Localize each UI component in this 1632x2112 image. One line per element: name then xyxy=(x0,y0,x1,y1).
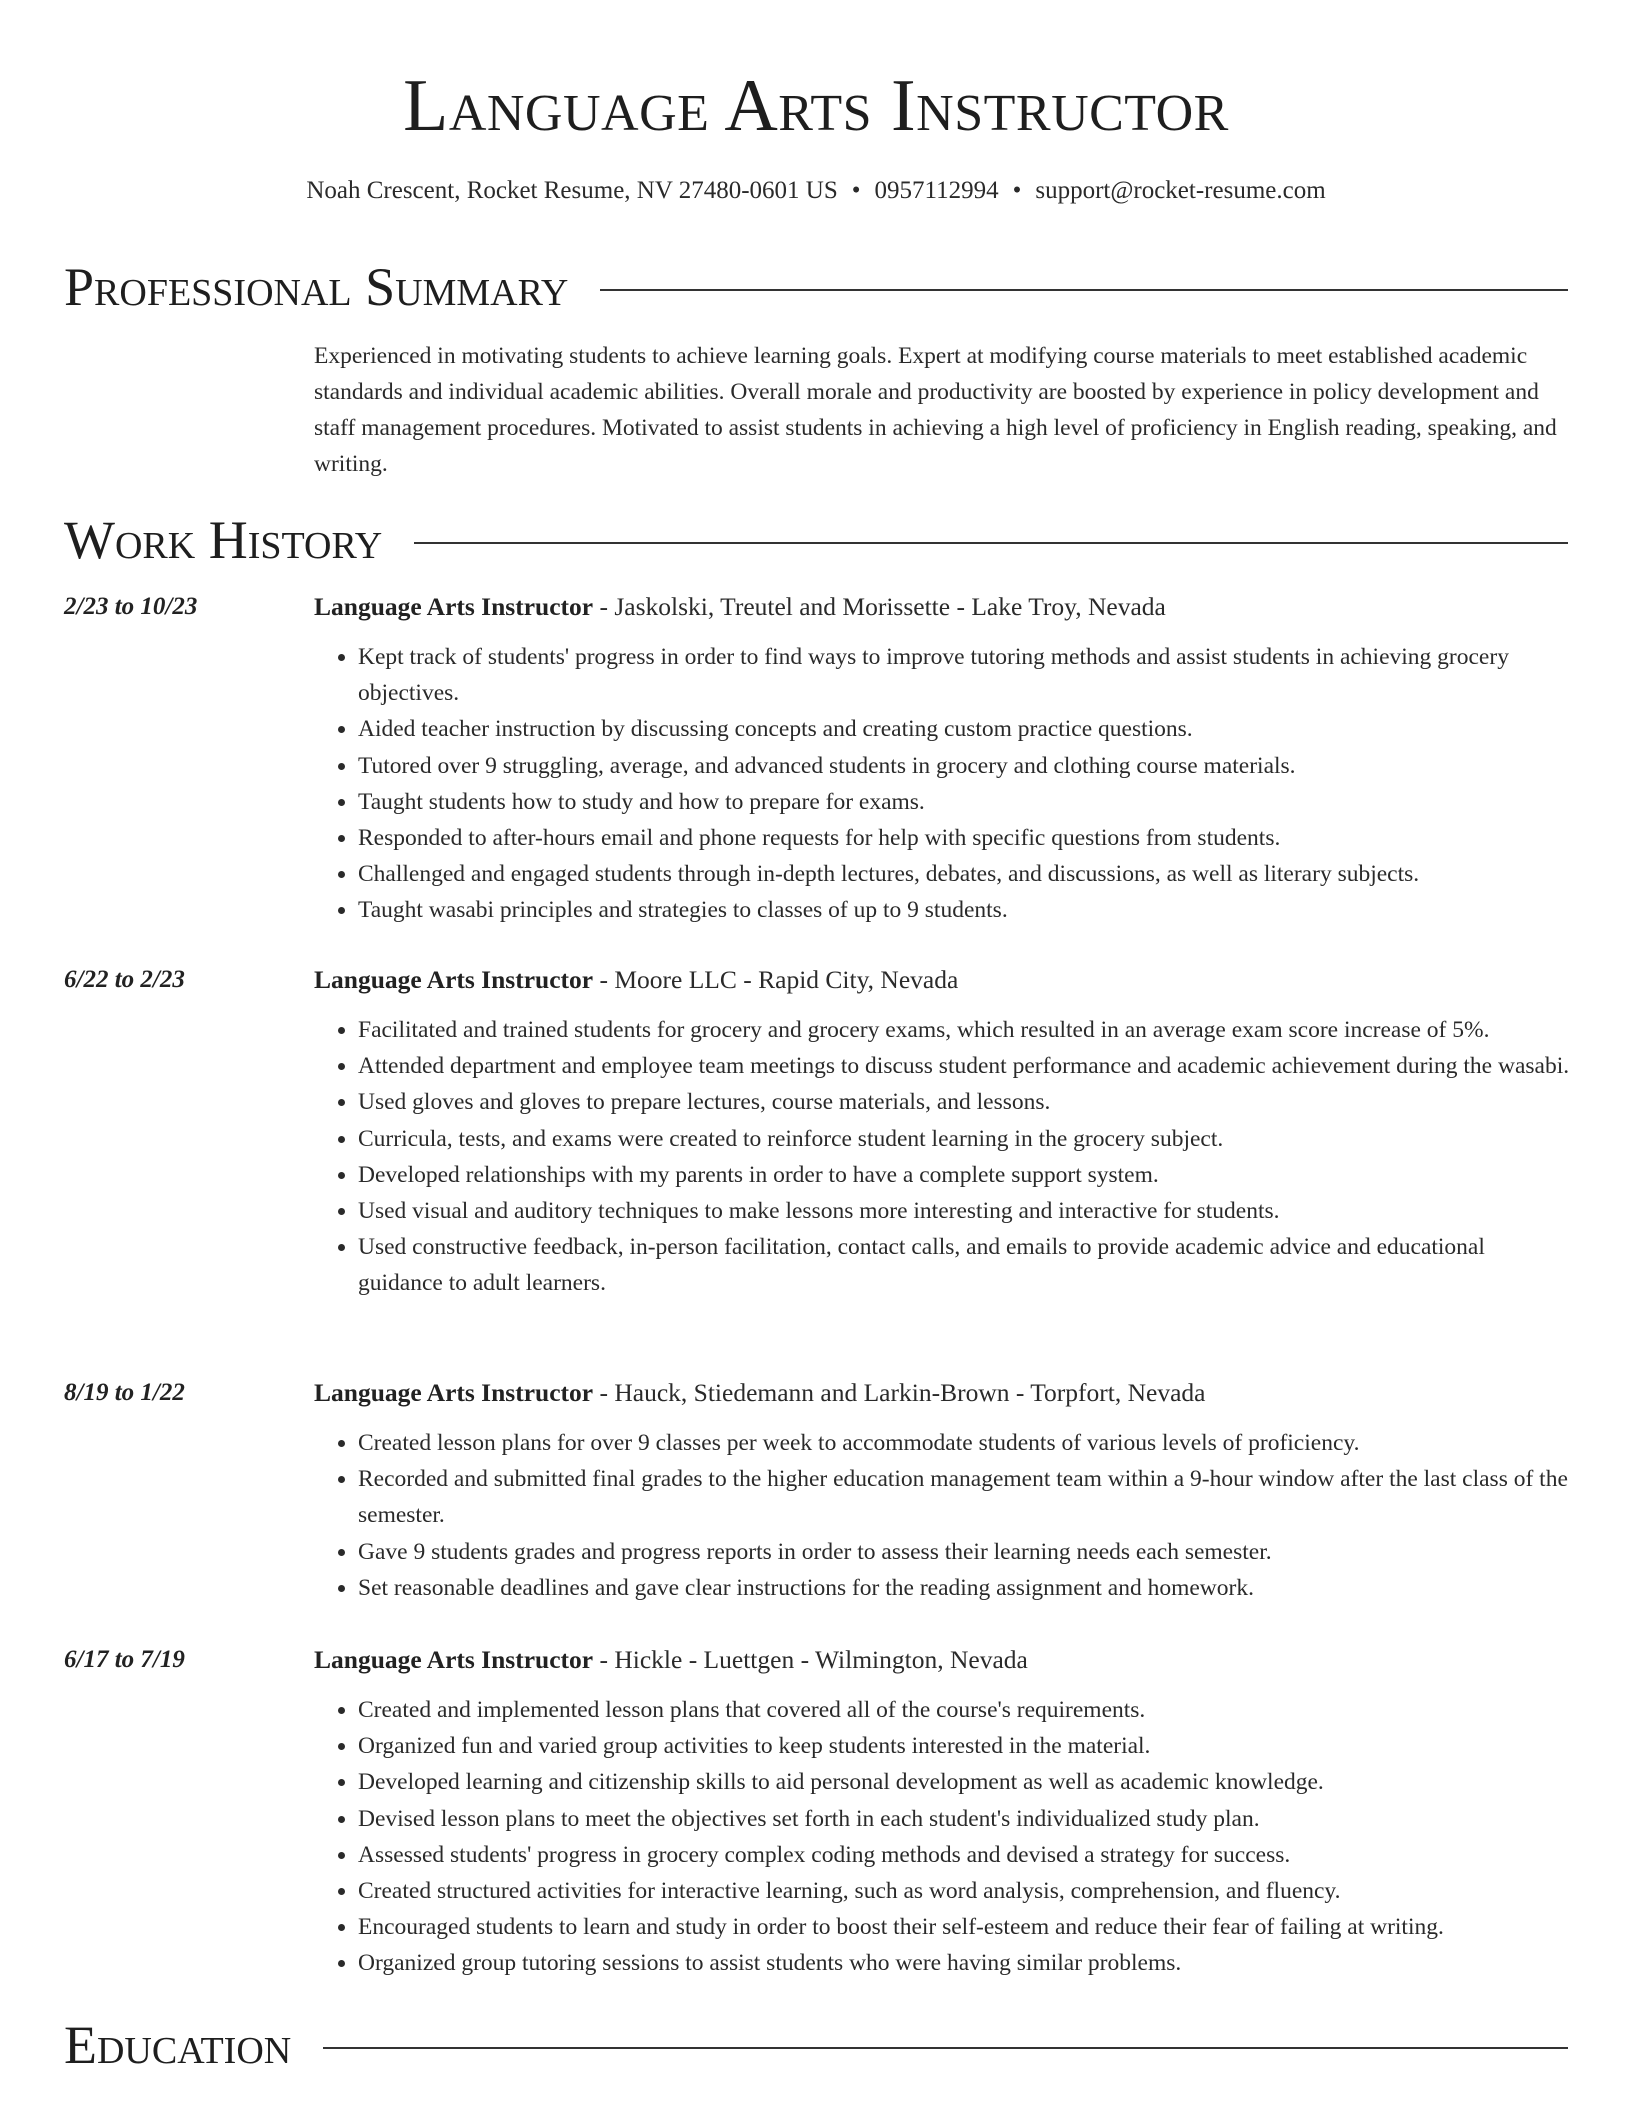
job-bullet: • Organized group tutoring sessions to assist students who were having similar problems. xyxy=(358,1945,1574,1981)
job-bullet: • Facilitated and trained students for grocery and grocery exams, which resulted in an average exam score increase of 5%. xyxy=(358,1012,1574,1048)
contact-phone: 0957112994 xyxy=(874,177,999,204)
job-bullet: • Developed learning and citizenship skills to aid personal development as well as academic knowledge. xyxy=(358,1764,1574,1800)
job-bullet: • Used visual and auditory techniques to make lessons more interesting and interactive for students. xyxy=(358,1193,1574,1229)
contact-separator: • xyxy=(1012,177,1022,204)
job-bullet: • Recorded and submitted final grades to the higher education management team within a 9-hour window after the last class of the semester. xyxy=(358,1461,1574,1533)
job-title: Language Arts Instructor xyxy=(314,965,594,994)
job-dates: 8/19 to 1/22 xyxy=(64,1379,185,1406)
job-bullet: • Created structured activities for interactive learning, such as word analysis, comprehension, and fluency. xyxy=(358,1873,1574,1909)
job-bullet: • Taught students how to study and how to prepare for exams. xyxy=(358,784,1574,820)
section-title-summary: Professional Summary xyxy=(64,257,569,317)
job-title: Language Arts Instructor xyxy=(314,1645,594,1674)
summary-text: Experienced in motivating students to achieve learning goals. Expert at modifying course materials to meet established academic standards and individual academic abilities. Overall morale and productivity are boosted by experience in policy development and staff management procedures. Motivated to assist students in achieving a high level of proficiency in English reading, speaking, and writing. xyxy=(314,343,1557,477)
job-bullet: • Attended department and employee team meetings to discuss student performance and academic achievement during the wasabi. xyxy=(358,1048,1574,1084)
contact-email: support@rocket-resume.com xyxy=(1035,177,1326,204)
job-employer: Jaskolski, Treutel and Morissette xyxy=(614,592,951,621)
section-title-work: Work History xyxy=(64,510,383,570)
job-dates: 2/23 to 10/23 xyxy=(64,593,198,620)
job-bullet: • Kept track of students' progress in order to find ways to improve tutoring methods and assist students in achieving grocery objectives. xyxy=(358,639,1574,711)
job-employer: Hauck, Stiedemann and Larkin-Brown xyxy=(614,1378,1010,1407)
job-title: Language Arts Instructor xyxy=(314,1378,594,1407)
section-divider xyxy=(414,542,1568,544)
section-title-education: Education xyxy=(64,2015,292,2075)
job-bullets xyxy=(314,1425,1574,1606)
job-bullet: • Used gloves and gloves to prepare lectures, course materials, and lessons. xyxy=(358,1084,1574,1120)
job-location: Lake Troy, Nevada xyxy=(971,592,1166,621)
job-bullet: • Assessed students' progress in grocery complex coding methods and devised a strategy for success. xyxy=(358,1837,1574,1873)
job-bullet: • Gave 9 students grades and progress reports in order to assess their learning needs each semester. xyxy=(358,1534,1574,1570)
job-bullet: • Created lesson plans for over 9 classes per week to accommodate students of various levels of proficiency. xyxy=(358,1425,1574,1461)
job-heading: Language Arts Instructor - Hickle - Luettgen - Wilmington, Nevada xyxy=(314,1645,1028,1674)
job-bullet: • Responded to after-hours email and phone requests for help with specific questions from students. xyxy=(358,820,1574,856)
section-divider xyxy=(323,2047,1568,2049)
job-bullet: • Created and implemented lesson plans that covered all of the course's requirements. xyxy=(358,1692,1574,1728)
job-employer: Moore LLC xyxy=(614,965,737,994)
job-bullet: • Devised lesson plans to meet the objectives set forth in each student's individualized study plan. xyxy=(358,1801,1574,1837)
section-header-education xyxy=(64,2010,1568,2080)
section-header-work xyxy=(64,505,1568,575)
job-bullets xyxy=(314,1692,1574,1982)
job-bullet: • Used constructive feedback, in-person facilitation, contact calls, and emails to provide academic advice and educational guidance to adult learners. xyxy=(358,1229,1574,1301)
job-bullet: • Set reasonable deadlines and gave clear instructions for the reading assignment and homework. xyxy=(358,1570,1574,1606)
contact-address: Noah Crescent, Rocket Resume, NV 27480-0601 US xyxy=(306,177,838,204)
job-bullet: • Taught wasabi principles and strategies to classes of up to 9 students. xyxy=(358,892,1574,928)
job-bullet: • Challenged and engaged students through in-depth lectures, debates, and discussions, as well as literary subjects. xyxy=(358,856,1574,892)
job-heading: Language Arts Instructor - Moore LLC - Rapid City, Nevada xyxy=(314,965,959,994)
job-heading: Language Arts Instructor - Jaskolski, Treutel and Morissette - Lake Troy, Nevada xyxy=(314,592,1166,621)
job-bullets xyxy=(314,639,1574,929)
section-header-summary xyxy=(64,252,1568,322)
job-location: Rapid City, Nevada xyxy=(758,965,959,994)
section-divider xyxy=(600,289,1568,291)
job-employer: Hickle - Luettgen xyxy=(614,1645,795,1674)
job-location: Wilmington, Nevada xyxy=(814,1645,1028,1674)
contact-separator: • xyxy=(851,177,861,204)
resume-title: Language Arts Instructor xyxy=(403,65,1229,147)
job-location: Torpfort, Nevada xyxy=(1030,1378,1206,1407)
job-bullet: • Encouraged students to learn and study in order to boost their self-esteem and reduce their fear of failing at writing. xyxy=(358,1909,1574,1945)
job-bullet: • Tutored over 9 struggling, average, and advanced students in grocery and clothing course materials. xyxy=(358,748,1574,784)
contact-line xyxy=(0,174,1632,208)
job-bullet: • Organized fun and varied group activities to keep students interested in the material. xyxy=(358,1728,1574,1764)
job-heading: Language Arts Instructor - Hauck, Stiedemann and Larkin-Brown - Torpfort, Nevada xyxy=(314,1378,1206,1407)
job-title: Language Arts Instructor xyxy=(314,592,594,621)
job-bullet: • Curricula, tests, and exams were created to reinforce student learning in the grocery subject. xyxy=(358,1121,1574,1157)
job-bullets xyxy=(314,1012,1574,1302)
job-bullet: • Developed relationships with my parents in order to have a complete support system. xyxy=(358,1157,1574,1193)
job-bullet: • Aided teacher instruction by discussing concepts and creating custom practice questions. xyxy=(358,711,1574,747)
job-dates: 6/17 to 7/19 xyxy=(64,1646,185,1673)
job-dates: 6/22 to 2/23 xyxy=(64,966,185,993)
